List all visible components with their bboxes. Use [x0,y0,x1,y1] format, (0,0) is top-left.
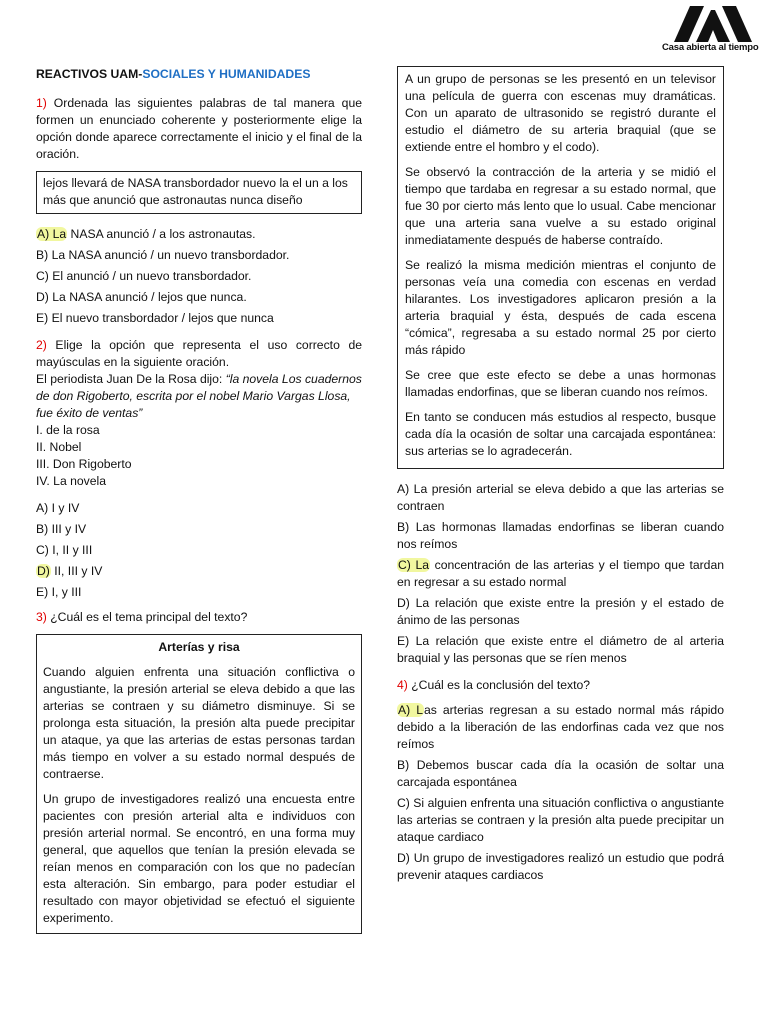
question-3-options [397,481,724,667]
logo-tagline: Casa abierta al tiempo [662,42,759,53]
q4-option-a-highlight: A) L [398,703,423,717]
q4-option-b[interactable]: B) Debemos buscar cada día la ocasión de soltar una carcajada espontánea [397,758,724,789]
reading-paragraph: Se observó la contracción de la arteria y se midió el tiempo que tardaba en regresar a su estado normal, que fue 30 por cierto más lento que lo usual. Cabe mencionar que una arteria sana vuelve a su estado original inmediatamente después de haberse contraído. [405,165,716,247]
question-1-text: Ordenada las siguientes palabras de tal manera que formen un enunciado coherente y posteriormente elige la opción donde aparece correctamente el inicio y el final de la oración. [36,96,362,161]
reading-paragraph: A un grupo de personas se les presentó en un televisor una película de guerra con escenas muy dramáticas. Con un aparato de ultrasonido se registró durante el estudio el diámetro de su arteria braquial (que se extiende entre el hombro y el codo). [405,72,716,154]
reading-title: Arterías y risa [158,640,240,654]
reading-box-left [36,634,362,934]
question-3-text: ¿Cuál es el tema principal del texto? [46,610,248,624]
right-column [397,66,724,888]
question-3-number: 3) [36,610,47,624]
q3-option-d[interactable]: D) La relación que existe entre la presión y el estado de ánimo de las personas [397,596,724,627]
title-subject: SOCIALES Y HUMANIDADES [142,67,311,81]
question-1-options [36,226,362,327]
q1-option-b[interactable]: B) La NASA anunció / un nuevo transbordador. [36,248,290,262]
roman-item: I. de la rosa [36,423,100,437]
q2-option-a[interactable]: A) I y IV [36,501,80,515]
q4-option-a[interactable] [397,702,724,753]
page-title [36,66,362,83]
reading-box-right [397,66,724,469]
question-4-number: 4) [397,678,408,692]
reading-paragraph: Se realizó la misma medición mientras el conjunto de personas veía una comedia con escenas en verdad hilarantes. Los investigadores aplicaron presión a la arteria braquial y ésta, después de cada escena “cómica”, regresaba a su estado normal 25 por cierto más rápido [405,258,716,357]
q1-option-a-highlight: A) La [37,227,67,241]
uam-logo-icon [674,6,752,42]
roman-item: III. Don Rigoberto [36,457,132,471]
reading-paragraph: Cuando alguien enfrenta una situación conflictiva o angustiante, la presión arterial se eleva debido a que las arterias se contraen y su diámetro disminuye. Si se prolonga esta situación, la presión alta puede precipitar un ataque, ya que las arterias de estas personas tardan más tiempo en volver a su estado normal después de contraerse. [43,665,355,781]
q4-option-d[interactable]: D) Un grupo de investigadores realizó un estudio que podrá prevenir ataques cardiacos [397,851,724,882]
question-1-word-box: lejos llevará de NASA transbordador nuevo la el un a los más que anunció que astronautas nunca diseño [36,171,362,214]
question-4-prompt [397,677,724,694]
question-3-prompt [36,609,362,626]
question-1-prompt [36,95,362,163]
quote-text: “la novela Los cuadernos de don Rigoberto, escrita por el nobel Mario Vargas Llosa, fue éxito de ventas” [36,372,362,420]
question-2-prompt [36,337,362,371]
q2-option-d-text: II, III y IV [50,564,103,578]
q4-option-c[interactable]: C) Si alguien enfrenta una situación conflictiva o angustiante las arterias se contraen y la presión alta puede precipitar un ataque cardiaco [397,796,724,844]
q3-option-b[interactable]: B) Las hormonas llamadas endorfinas se liberan cuando nos reímos [397,520,724,551]
q1-option-d[interactable]: D) La NASA anunció / lejos que nunca. [36,290,247,304]
roman-item: IV. La novela [36,474,107,488]
left-column [36,66,362,946]
title-prefix: REACTIVOS UAM- [36,67,143,81]
question-2-options [36,500,362,601]
roman-item: II. Nobel [36,440,82,454]
q2-option-b[interactable]: B) III y IV [36,522,87,536]
question-2-text: Elige la opción que representa el uso correcto de mayúsculas en la siguiente oración. [36,338,362,369]
q3-option-c[interactable] [397,557,724,591]
reading-paragraph: Un grupo de investigadores realizó una encuesta entre pacientes con presión arterial alta e individuos con presión arterial normal. Se encontró, en una forma muy general, que aquellos que tenían la presión elevada se reían menos en comparación con los que no padecían esta alteración. Sin embargo, para poder estudiar el resultado con mayor objetividad se efectuó el siguiente experimento. [43,792,355,925]
q3-option-c-highlight: C) La [398,558,430,572]
question-2-roman-list [36,422,362,490]
uam-logo [662,6,762,53]
q1-option-a[interactable] [36,226,362,243]
q2-option-c[interactable]: C) I, II y III [36,543,93,557]
reading-paragraph: En tanto se conducen más estudios al respecto, busque cada día la ocasión de soltar una carcajada espontánea: sus arterias se lo agradecerán. [405,410,716,458]
q1-option-c[interactable]: C) El anunció / un nuevo transbordador. [36,269,252,283]
q3-option-e[interactable]: E) La relación que existe entre el diámetro de al arteria braquial y las personas que se ríen menos [397,634,724,665]
q2-option-e[interactable]: E) I, y III [36,585,82,599]
question-2-number: 2) [36,338,47,352]
reading-paragraph: Se cree que este efecto se debe a unas hormonas llamadas endorfinas, que se liberan cuando nos reímos. [405,368,716,399]
question-4-options [397,702,724,884]
quote-intro: El periodista Juan De la Rosa dijo: [36,372,226,386]
q2-option-d[interactable] [36,563,362,580]
q4-option-a-text: as arterias regresan a su estado normal más rápido debido a la liberación de las endorfinas cada vez que nos reímos [397,703,724,751]
question-1-number: 1) [36,96,47,110]
q3-option-a[interactable]: A) La presión arterial se eleva debido a que las arterias se contraen [397,482,724,513]
question-4-text: ¿Cuál es la conclusión del texto? [407,678,591,692]
q1-option-e[interactable]: E) El nuevo transbordador / lejos que nunca [36,311,274,325]
q3-option-c-text: concentración de las arterias y el tiempo que tardan en regresar a su estado normal [397,558,724,589]
q1-option-a-text: NASA anunció / a los astronautas. [67,227,256,241]
q2-option-d-highlight: D) [37,564,50,578]
question-2-quote [36,371,362,422]
